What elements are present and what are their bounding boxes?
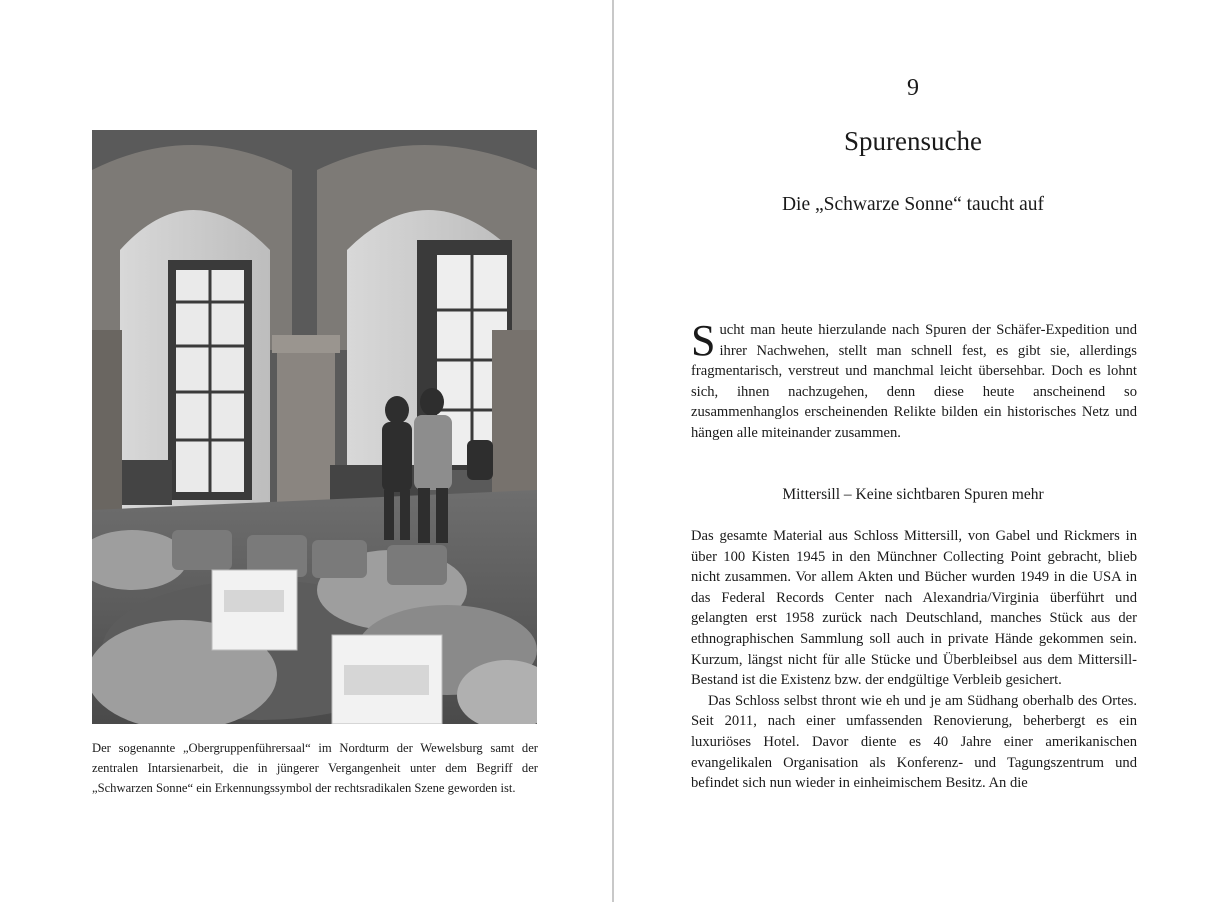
section-heading: Mittersill – Keine sichtbaren Spuren mehr (782, 486, 1044, 503)
chapter-subtitle: Die „Schwarze Sonne“ taucht auf (781, 194, 1045, 215)
intro-paragraph (691, 316, 1137, 444)
photo-caption: Der sogenannte „Obergruppenführersaal“ im Nordturm der Wewelsburg samt der zentralen Intarsienarbeit, die in jüngerer Vergangenheit unter dem Begriff der „Schwarzen Sonne“ ein Erkennungssymbol der rechtsradikalen Szene geworden ist. (92, 741, 538, 795)
dropcap: S (691, 316, 716, 365)
section-paragraph: Das gesamte Material aus Schloss Mittersill, von Gabel und Rickmers in über 100 Kisten 1945 in den Münchner Collecting Point gebracht, blieb nicht zusammen. Vor allem Akten und Bücher wurden 1949 in die USA in das Federal Records Center nach Alexandria/Virginia überführt und gelangten erst 1958 zurück nach Deutschland, manches Stück aus der ethnographischen Sammlung soll auch in private Hände gekommen sein. Kurzum, längst nicht für alle Stücke und Überbleibsel aus dem Mittersill-Bestand ist die Existenz bzw. der endgültige Verbleib gesichert. (691, 528, 1137, 689)
section-body (691, 526, 1137, 794)
chapter-title: Spurensuche (844, 126, 982, 156)
section-paragraph: Das Schloss selbst thront wie eh und je am Südhang oberhalb des Ortes. Seit 2011, nach einer umfassenden Renovierung, beherbergt es ein luxuriöses Hotel. Davor diente es 40 Jahre einer amerikanischen evangelikalen Organisation als Konferenz- und Tagungszentrum und befindet sich nun wieder in einheimischem Besitz. An die (691, 692, 1137, 792)
photo-hall (92, 130, 537, 724)
intro-text: ucht man heute hierzulande nach Spuren der Schäfer-Expedition und ihrer Nachwehen, stellt man schnell fest, es gibt sie, allerdings fragmentarisch, verstreut und manchmal leicht übersehbar. Doch es lohnt sich, ihnen nachzugehen, denn diese heute anscheinend so zusammenhanglos erscheinenden Relikte bilden ein historisches Netz und hängen alle miteinander zusammen. (691, 322, 1137, 441)
chapter-number: 9 (907, 75, 919, 101)
photo-hall-icon (92, 130, 537, 724)
page-gutter (612, 0, 614, 902)
